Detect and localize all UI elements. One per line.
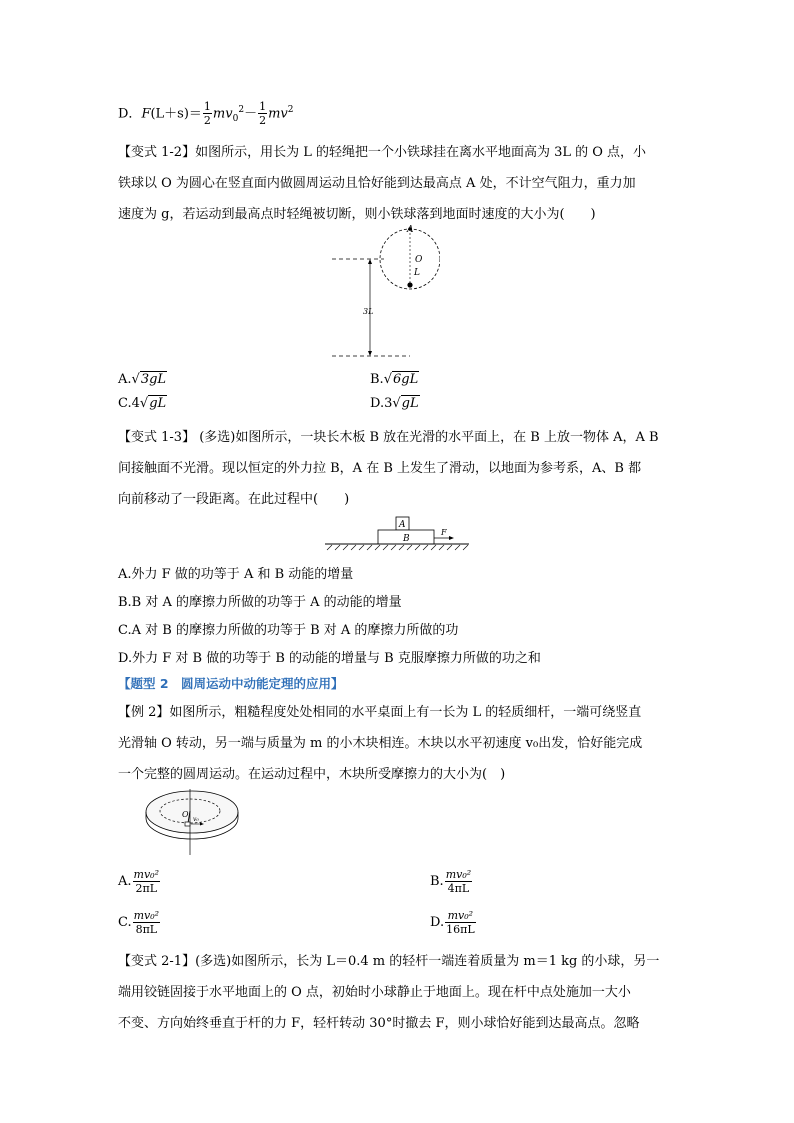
force-arrow-head	[449, 536, 454, 540]
option-a[interactable]: A.√3gL	[118, 372, 167, 387]
fraction: $\frac{1}{2}$	[259, 100, 267, 128]
question-line: 铁球以 O 为圆心在竖直面内做圆周运动且恰好能到达最高点 A 处，不计空气阻力，重力加	[118, 176, 636, 191]
question-line: 间接触面不光滑。现以恒定的外力拉 B，A 在 B 上发生了滑动，以地面为参考系，A、B 都	[118, 461, 642, 476]
q1-option-d: D．F(L＋s)＝ $\frac{1}{2}$ $mv_0^2-$ $\frac{1}{2}$ $mv^2$	[118, 100, 294, 128]
question-variant-1-2	[118, 137, 674, 230]
option-c[interactable]: C.A 对 B 的摩擦力所做的功等于 B 对 A 的摩擦力所做的功	[118, 623, 459, 638]
label-b: B	[403, 534, 410, 544]
block-on-board-figure	[323, 514, 473, 554]
option-d[interactable]: D. $\frac{\text{mv₀²}}{16\pi L}$	[430, 909, 475, 936]
label-o: O	[182, 810, 189, 819]
section-heading: 【题型 2 圆周运动中动能定理的应用】	[118, 676, 344, 691]
question-line: 【变式 2-1】(多选)如图所示，长为 L＝0.4 m 的轻杆一端连着质量为 m＝1 kg 的小球，另一	[118, 954, 660, 969]
option-c[interactable]: C.4√gL	[118, 396, 167, 411]
question-line: 【变式 1-3】 (多选)如图所示，一块长木板 B 放在光滑的水平面上，在 B 上放一物体 A，A B	[118, 430, 659, 445]
label-a: A	[399, 520, 406, 530]
option-a[interactable]: A. $\frac{\text{mv₀²}}{2\pi L}$	[118, 868, 159, 895]
pendulum-circle-figure	[320, 222, 440, 362]
question-line: 光滑轴 O 转动，另一端与质量为 m 的小木块相连。木块以水平初速度 v₀出发，恰好能完成	[118, 736, 643, 751]
rotating-table-figure	[140, 785, 250, 857]
label-l: L	[414, 268, 420, 278]
question-line: 【变式 1-2】如图所示，用长为 L 的轻绳把一个小铁球挂在离水平地面高为 3L 的 O 点，小	[118, 145, 647, 160]
option-b[interactable]: B.B 对 A 的摩擦力所做的功等于 A 的动能的增量	[118, 595, 402, 610]
question-example-2	[118, 697, 674, 790]
ground-hatching	[327, 545, 468, 550]
wood-block	[185, 822, 190, 826]
fraction: $\frac{1}{2}$	[203, 100, 211, 128]
option-d[interactable]: D.3√gL	[370, 396, 419, 411]
question-line: 【例 2】如图所示，粗糙程度处处相同的水平桌面上有一长为 L 的轻质细杆，一端可绕竖直	[118, 705, 642, 720]
option-a[interactable]: A.外力 F 做的功等于 A 和 B 动能的增量	[118, 567, 354, 582]
question-line: 不变、方向始终垂直于杆的力 F，轻杆转动 30°时撤去 F，则小球恰好能到达最高点。忽略	[118, 1016, 640, 1031]
label-f: F	[441, 528, 447, 537]
question-variant-1-3	[118, 422, 674, 515]
arrow-head-up	[368, 259, 372, 264]
label-v0: v₀	[193, 816, 199, 823]
question-line: 速度为 g，若运动到最高点时轻绳被切断，则小铁球落到地面时速度的大小为( )	[118, 207, 596, 222]
label-a: A	[407, 225, 414, 235]
option-d[interactable]: D.外力 F 对 B 做的功等于 B 的动能的增量与 B 克服摩擦力所做的功之和	[118, 651, 541, 666]
question-line: 一个完整的圆周运动。在运动过程中，木块所受摩擦力的大小为( )	[118, 767, 506, 782]
label-3l: 3L	[363, 307, 374, 316]
option-c[interactable]: C. $\frac{\text{mv₀²}}{8\pi L}$	[118, 909, 160, 936]
question-variant-2-1	[118, 946, 674, 1039]
options-variant-1-3	[118, 561, 674, 673]
label-o: O	[415, 255, 423, 265]
question-line: 端用铰链固接于水平地面上的 O 点，初始时小球静止于地面上。现在杆中点处施加一大小	[118, 985, 631, 1000]
option-b[interactable]: B. $\frac{\text{mv₀²}}{4\pi L}$	[430, 868, 472, 895]
ball	[407, 282, 412, 287]
question-line: 向前移动了一段距离。在此过程中( )	[118, 492, 350, 507]
arrow-head-down	[368, 351, 372, 356]
option-b[interactable]: B.√6gL	[370, 372, 419, 387]
